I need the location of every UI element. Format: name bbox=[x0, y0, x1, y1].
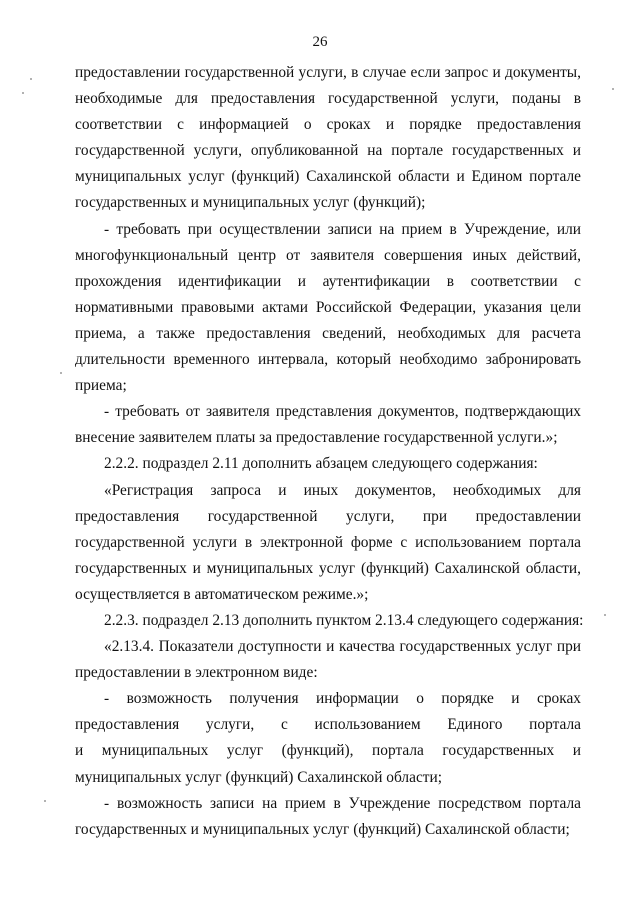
text-line: 2.2.2. подраздел 2.11 дополнить абзацем следующего содержания: bbox=[104, 455, 538, 473]
text-line: - возможность записи на прием в Учреждение посредством портала bbox=[104, 794, 581, 812]
text-line: - требовать при осуществлении записи на прием в Учреждение, или bbox=[104, 220, 581, 238]
text-line: государственных и муниципальных услуг (функций); bbox=[75, 194, 426, 212]
page-number: 26 bbox=[312, 34, 328, 50]
scan-speck bbox=[604, 614, 606, 616]
text-line: государственной услуги, опубликованной на портале государственных и bbox=[75, 142, 581, 160]
scan-speck bbox=[44, 800, 46, 802]
document-body bbox=[75, 60, 584, 843]
text-line: необходимые для предоставления государственной услуги, поданы в bbox=[75, 90, 581, 108]
scan-speck bbox=[60, 372, 62, 374]
text-line: приема, а также предоставления сведений, необходимых для расчета bbox=[75, 324, 581, 342]
text-line: муниципальных услуг (функций) Сахалинской области; bbox=[75, 768, 443, 786]
text-line: и муниципальных услуг (функций), портала государственных и bbox=[75, 742, 581, 760]
text-line: государственной услуги в электронной форме с использованием портала bbox=[75, 533, 581, 551]
text-line: приема; bbox=[75, 377, 127, 395]
text-line: государственных и муниципальных услуг (функций) Сахалинской области; bbox=[75, 820, 570, 838]
scan-speck bbox=[22, 92, 24, 94]
text-line: соответствии с информацией о сроках и порядке предоставления bbox=[75, 116, 581, 134]
text-line: «Регистрация запроса и иных документов, необходимых для bbox=[104, 481, 581, 499]
text-line: - требовать от заявителя представления документов, подтверждающих bbox=[104, 403, 581, 421]
text-line: нормативными правовыми актами Российской Федерации, указания цели bbox=[75, 298, 581, 316]
text-line: предоставления государственной услуги, при предоставлении bbox=[75, 507, 581, 525]
scan-speck bbox=[612, 88, 614, 90]
text-line: многофункциональный центр от заявителя совершения иных действий, bbox=[75, 246, 581, 264]
text-line: предоставлении государственной услуги, в случае если запрос и документы, bbox=[75, 64, 581, 81]
scan-speck bbox=[30, 78, 32, 80]
text-line: муниципальных услуг (функций) Сахалинской области и Едином портале bbox=[75, 168, 581, 186]
text-line: государственных и муниципальных услуг (функций) Сахалинской области, bbox=[75, 559, 581, 577]
text-line: осуществляется в автоматическом режиме.»; bbox=[75, 585, 369, 603]
text-line: внесение заявителем платы за предоставление государственной услуги.»; bbox=[75, 429, 558, 447]
text-line: длительности временного интервала, который необходимо забронировать bbox=[75, 351, 581, 369]
text-line: предоставления услуги, с использованием Единого портала bbox=[75, 716, 581, 734]
text-line: предоставлении в электронном виде: bbox=[75, 664, 318, 682]
text-line: 2.2.3. подраздел 2.13 дополнить пунктом 2.13.4 следующего содержания: bbox=[104, 611, 584, 629]
text-line: прохождения идентификации и аутентификации в соответствии с bbox=[75, 272, 581, 290]
text-line: - возможность получения информации о порядке и сроках bbox=[104, 690, 581, 708]
text-line: «2.13.4. Показатели доступности и качества государственных услуг при bbox=[104, 638, 581, 656]
